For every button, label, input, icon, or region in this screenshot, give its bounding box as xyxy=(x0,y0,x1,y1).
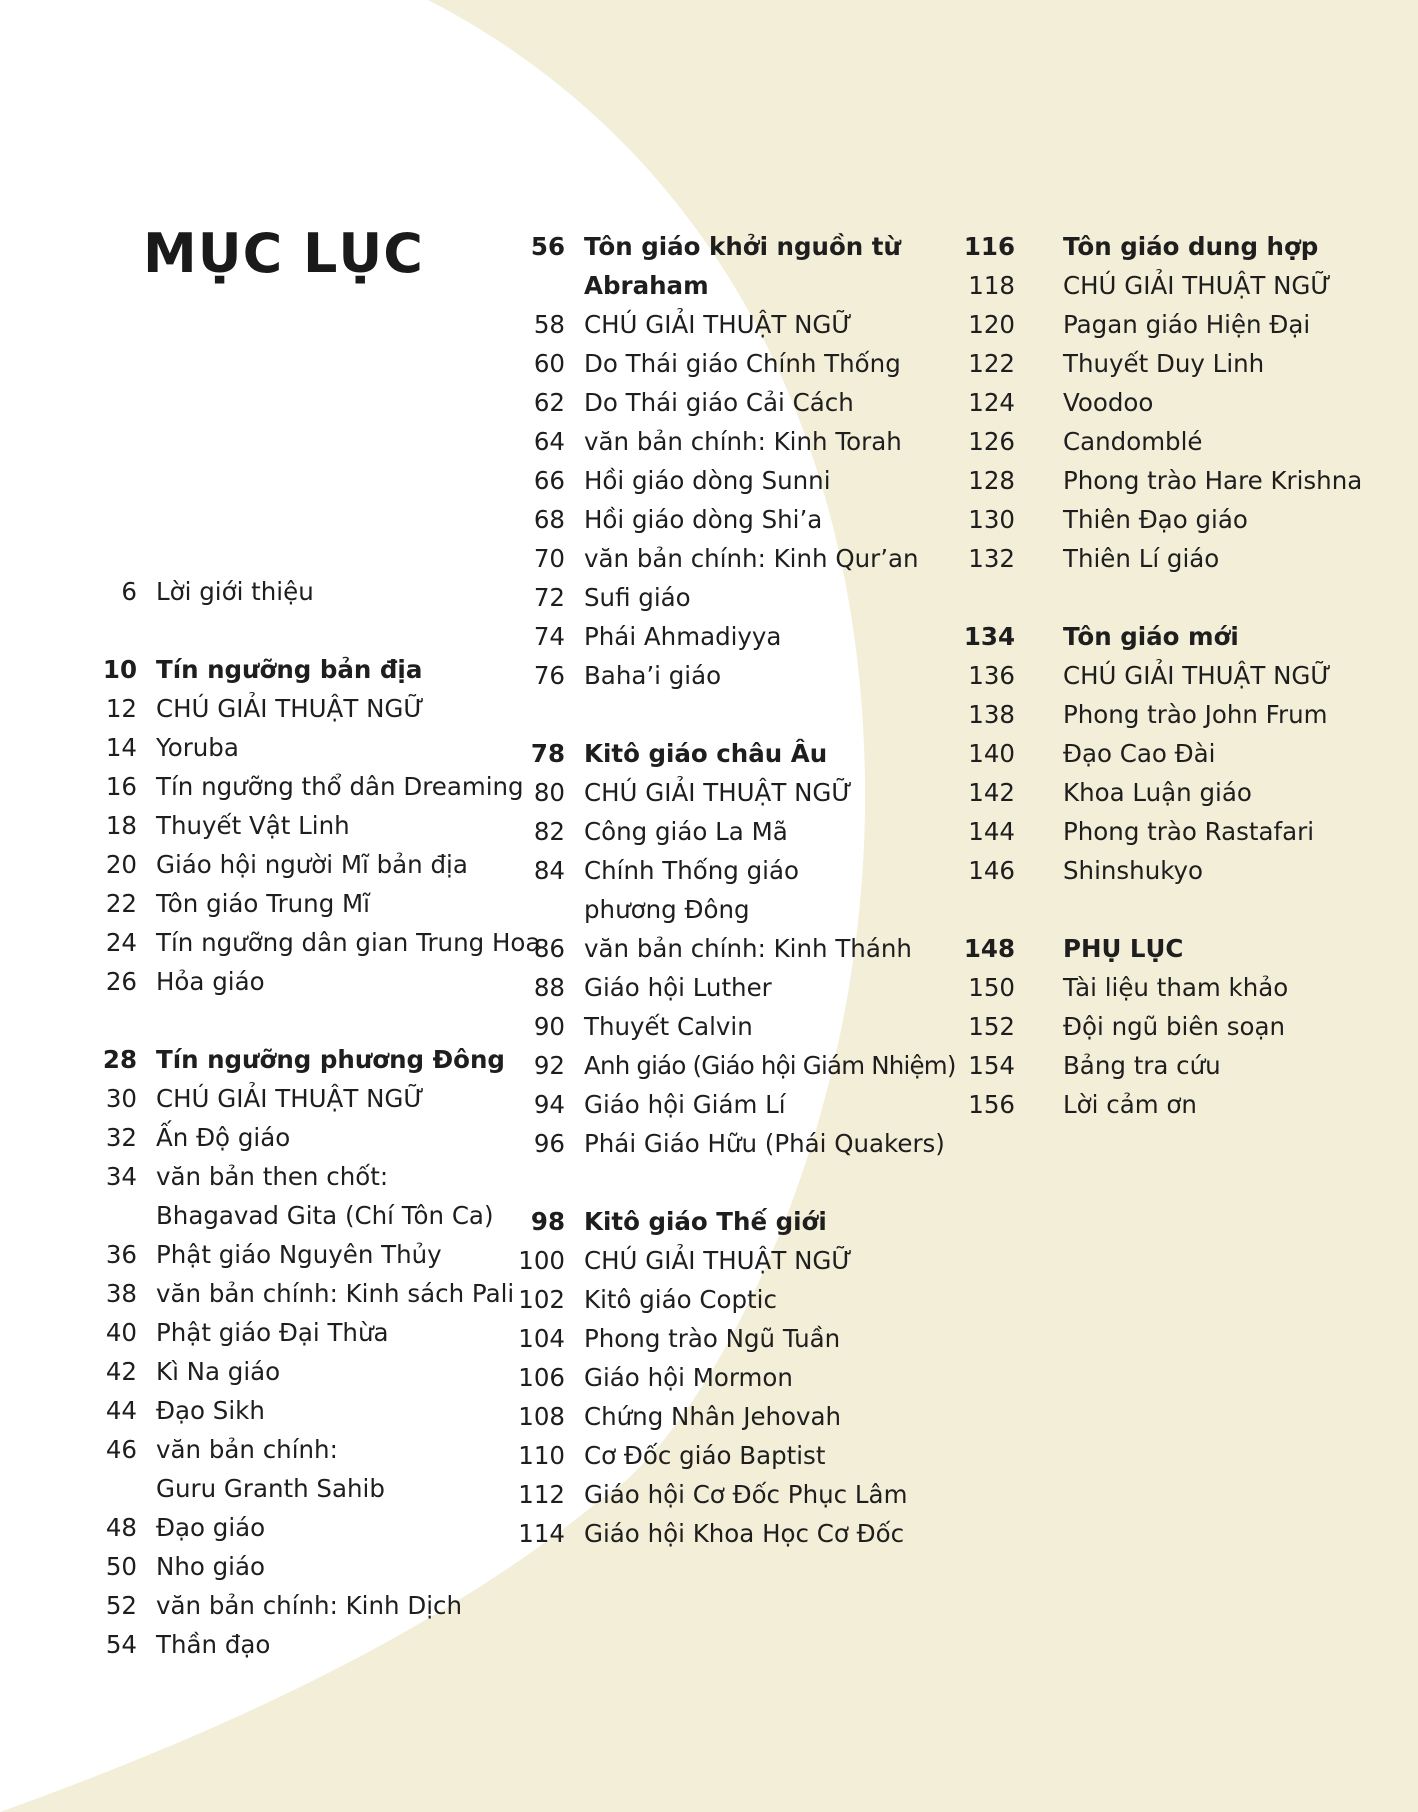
toc-section-heading xyxy=(518,1202,948,1241)
toc-entry-title: phương Đông xyxy=(584,895,750,924)
toc-entry-title: Chứng Nhân Jehovah xyxy=(584,1402,842,1431)
toc-page-number: 68 xyxy=(533,505,565,534)
toc-entry xyxy=(955,968,1375,1007)
toc-page-number: 76 xyxy=(533,661,565,690)
toc-page-number: 142 xyxy=(968,778,1015,807)
toc-entry xyxy=(955,656,1375,695)
toc-entry-title: Baha’i giáo xyxy=(584,661,722,690)
page-title: MỤC LỤC xyxy=(143,222,424,285)
toc-entry-title: Kitô giáo Coptic xyxy=(584,1285,777,1314)
toc-entry xyxy=(955,734,1375,773)
toc-entry-title: Phật giáo Đại Thừa xyxy=(156,1318,389,1347)
toc-page-number: 94 xyxy=(533,1090,565,1119)
toc-page-number: 90 xyxy=(533,1012,565,1041)
toc-entry-title: văn bản chính: Kinh Torah xyxy=(584,427,902,456)
toc-page-number: 86 xyxy=(533,934,565,963)
toc-entry xyxy=(88,1118,518,1157)
toc-page-number: 32 xyxy=(105,1123,137,1152)
toc-entry xyxy=(955,305,1375,344)
toc-entry xyxy=(518,656,948,695)
toc-page-number: 144 xyxy=(968,817,1015,846)
toc-entry-title: Bảng tra cứu xyxy=(1063,1051,1221,1080)
toc-entry-title: văn bản chính: Kinh Thánh xyxy=(584,934,912,963)
toc-entry-title: Tôn giáo dung hợp xyxy=(1063,232,1319,261)
toc-entry xyxy=(88,572,518,611)
toc-entry-title: Kitô giáo Thế giới xyxy=(584,1207,827,1236)
toc-entry xyxy=(88,1469,518,1508)
toc-page-number: 20 xyxy=(105,850,137,879)
toc-entry xyxy=(955,851,1375,890)
toc-entry-title: Sufi giáo xyxy=(584,583,691,612)
toc-entry-title: Giáo hội Luther xyxy=(584,973,772,1002)
toc-page-number: 10 xyxy=(102,655,137,684)
toc-entry-title: Công giáo La Mã xyxy=(584,817,788,846)
toc-entry xyxy=(88,767,524,806)
toc-entry-title: PHỤ LỤC xyxy=(1063,934,1184,963)
toc-page-number: 152 xyxy=(968,1012,1015,1041)
toc-page-number: 116 xyxy=(963,232,1015,261)
toc-entry xyxy=(88,1430,518,1469)
toc-entry-title: Lời cảm ơn xyxy=(1063,1090,1197,1119)
toc-page-number: 54 xyxy=(105,1630,137,1659)
toc-entry-title: văn bản chính: Kinh sách Pali xyxy=(156,1279,515,1308)
toc-entry xyxy=(518,383,948,422)
toc-entry-title: Cơ Đốc giáo Baptist xyxy=(584,1441,826,1470)
toc-entry xyxy=(518,929,948,968)
toc-page-number: 48 xyxy=(105,1513,137,1542)
toc-page-number: 36 xyxy=(105,1240,137,1269)
toc-entry-title: Guru Granth Sahib xyxy=(156,1474,385,1503)
toc-entry-title: Abraham xyxy=(584,271,709,300)
toc-entry-title: Thuyết Vật Linh xyxy=(156,811,350,840)
toc-entry-title: CHÚ GIẢI THUẬT NGỮ xyxy=(1063,661,1332,690)
toc-entry-title: Phong trào Rastafari xyxy=(1063,817,1315,846)
toc-entry-title: Candomblé xyxy=(1063,427,1203,456)
toc-entry-title: văn bản chính: xyxy=(156,1435,338,1464)
toc-entry-title: Tôn giáo Trung Mĩ xyxy=(156,889,370,918)
toc-entry-title: Giáo hội người Mĩ bản địa xyxy=(156,850,468,879)
toc-page-number: 140 xyxy=(968,739,1015,768)
toc-entry-title: Voodoo xyxy=(1063,388,1154,417)
toc-entry xyxy=(955,422,1375,461)
toc-entry-title: Tôn giáo mới xyxy=(1063,622,1239,651)
toc-entry xyxy=(518,1397,948,1436)
toc-page-number: 66 xyxy=(533,466,565,495)
toc-page-number: 70 xyxy=(533,544,565,573)
toc-page-number: 126 xyxy=(968,427,1015,456)
toc-entry-title: văn bản then chốt: xyxy=(156,1162,389,1191)
toc-entry-title: Đạo giáo xyxy=(156,1513,266,1542)
toc-page-number: 92 xyxy=(533,1051,565,1080)
toc-entry xyxy=(88,845,518,884)
toc-page-number: 156 xyxy=(968,1090,1015,1119)
toc-page-number: 58 xyxy=(533,310,565,339)
toc-entry xyxy=(518,1319,948,1358)
toc-page-number: 150 xyxy=(968,973,1015,1002)
toc-entry xyxy=(518,1514,948,1553)
toc-entry-title: CHÚ GIẢI THUẬT NGỮ xyxy=(584,778,853,807)
toc-column-1 xyxy=(88,572,541,1664)
toc-entry xyxy=(518,968,948,1007)
toc-entry-title: Thuyết Duy Linh xyxy=(1063,349,1265,378)
toc-entry xyxy=(518,422,948,461)
toc-entry xyxy=(88,1586,518,1625)
toc-page-number: 16 xyxy=(105,772,137,801)
toc-page-number: 100 xyxy=(518,1246,565,1275)
toc-entry xyxy=(88,1079,518,1118)
toc-entry xyxy=(518,461,948,500)
toc-entry-title: Phong trào Hare Krishna xyxy=(1063,466,1363,495)
toc-entry-title: Pagan giáo Hiện Đại xyxy=(1063,310,1311,339)
toc-entry xyxy=(88,1625,518,1664)
toc-entry xyxy=(518,1475,948,1514)
toc-section-heading xyxy=(518,266,948,305)
toc-entry-title: Do Thái giáo Chính Thống xyxy=(584,349,901,378)
toc-entry xyxy=(955,812,1375,851)
toc-page-number: 154 xyxy=(968,1051,1015,1080)
toc-entry-title: Nho giáo xyxy=(156,1552,265,1581)
toc-entry xyxy=(955,1046,1375,1085)
toc-entry xyxy=(88,1157,518,1196)
toc-page-number: 34 xyxy=(105,1162,137,1191)
toc-entry-title: Giáo hội Mormon xyxy=(584,1363,793,1392)
toc-page-number: 6 xyxy=(121,577,137,606)
toc-page-number: 72 xyxy=(533,583,565,612)
toc-page-number: 104 xyxy=(518,1324,565,1353)
toc-entry-title: Hồi giáo dòng Sunni xyxy=(584,466,831,495)
toc-entry-title: Thuyết Calvin xyxy=(584,1012,753,1041)
toc-entry xyxy=(955,1085,1375,1124)
toc-entry-title: Tín ngưỡng thổ dân Dreaming xyxy=(156,772,524,801)
toc-entry-title: CHÚ GIẢI THUẬT NGỮ xyxy=(156,1084,425,1113)
toc-entry xyxy=(518,500,948,539)
toc-entry-title: Đội ngũ biên soạn xyxy=(1063,1012,1286,1041)
toc-entry xyxy=(88,962,518,1001)
toc-entry-title: văn bản chính: Kinh Qur’an xyxy=(584,544,919,573)
toc-page-number: 12 xyxy=(105,694,137,723)
toc-entry xyxy=(518,1280,948,1319)
toc-entry-title: CHÚ GIẢI THUẬT NGỮ xyxy=(156,694,425,723)
toc-entry-title: Phật giáo Nguyên Thủy xyxy=(156,1240,442,1269)
toc-page-number: 148 xyxy=(963,934,1015,963)
toc-entry-title: văn bản chính: Kinh Dịch xyxy=(156,1591,462,1620)
toc-entry xyxy=(88,1196,518,1235)
toc-entry-title: Thiên Đạo giáo xyxy=(1063,505,1248,534)
toc-page-number: 132 xyxy=(968,544,1015,573)
toc-entry xyxy=(88,1391,518,1430)
toc-entry-title: Phong trào John Frum xyxy=(1063,700,1328,729)
toc-entry xyxy=(518,812,948,851)
toc-entry-title: Hồi giáo dòng Shi’a xyxy=(584,505,823,534)
toc-entry-title: Shinshukyo xyxy=(1063,856,1204,885)
toc-page-number: 62 xyxy=(533,388,565,417)
toc-page-number: 124 xyxy=(968,388,1015,417)
toc-page-number: 134 xyxy=(963,622,1015,651)
toc-section-heading xyxy=(518,227,948,266)
toc-entry xyxy=(955,344,1375,383)
toc-entry-title: Đạo Cao Đài xyxy=(1063,739,1216,768)
toc-entry-title: CHÚ GIẢI THUẬT NGỮ xyxy=(1063,271,1332,300)
toc-entry xyxy=(518,851,948,890)
toc-entry xyxy=(88,689,518,728)
toc-entry xyxy=(518,1436,948,1475)
toc-page-number: 40 xyxy=(105,1318,137,1347)
toc-entry xyxy=(88,884,518,923)
toc-entry-title: Tín ngưỡng phương Đông xyxy=(156,1045,505,1074)
toc-page-number: 56 xyxy=(530,232,565,261)
toc-entry xyxy=(518,1046,956,1085)
toc-entry-title: Phái Giáo Hữu (Phái Quakers) xyxy=(584,1129,945,1158)
toc-page-number: 98 xyxy=(530,1207,565,1236)
toc-page-number: 38 xyxy=(105,1279,137,1308)
toc-entry-title: Kitô giáo châu Âu xyxy=(584,739,828,768)
toc-entry xyxy=(518,344,948,383)
toc-page-number: 128 xyxy=(968,466,1015,495)
toc-entry-title: Hỏa giáo xyxy=(156,967,265,996)
toc-page-number: 120 xyxy=(968,310,1015,339)
toc-entry xyxy=(518,617,948,656)
toc-entry xyxy=(88,1508,518,1547)
toc-section-heading xyxy=(88,1040,518,1079)
toc-page-number: 28 xyxy=(102,1045,137,1074)
toc-page-number: 14 xyxy=(105,733,137,762)
toc-entry xyxy=(88,923,541,962)
toc-page-number: 60 xyxy=(533,349,565,378)
toc-entry xyxy=(518,305,948,344)
toc-page-number: 88 xyxy=(533,973,565,1002)
toc-entry-title: Do Thái giáo Cải Cách xyxy=(584,388,854,417)
toc-entry xyxy=(518,773,948,812)
toc-page-number: 118 xyxy=(968,271,1015,300)
toc-entry-title: Tài liệu tham khảo xyxy=(1063,973,1289,1002)
toc-entry xyxy=(88,1235,518,1274)
toc-entry xyxy=(955,461,1375,500)
toc-entry xyxy=(955,1007,1375,1046)
toc-entry-title: Tín ngưỡng bản địa xyxy=(156,655,423,684)
toc-page-number: 42 xyxy=(105,1357,137,1386)
toc-section-heading xyxy=(518,734,948,773)
toc-column-2 xyxy=(518,227,956,1553)
toc-entry xyxy=(955,266,1375,305)
toc-entry-title: Chính Thống giáo xyxy=(584,856,799,885)
toc-entry-title: Phong trào Ngũ Tuần xyxy=(584,1324,841,1353)
toc-entry xyxy=(955,695,1375,734)
toc-page-number: 110 xyxy=(518,1441,565,1470)
toc-entry-title: Lời giới thiệu xyxy=(156,577,314,606)
toc-entry-title: Bhagavad Gita (Chí Tôn Ca) xyxy=(156,1201,494,1230)
toc-page-number: 136 xyxy=(968,661,1015,690)
toc-page-number: 80 xyxy=(533,778,565,807)
toc-page-number: 108 xyxy=(518,1402,565,1431)
toc-page-number: 84 xyxy=(533,856,565,885)
toc-entry xyxy=(518,539,948,578)
toc-page-number: 106 xyxy=(518,1363,565,1392)
toc-page-number: 122 xyxy=(968,349,1015,378)
toc-page-number: 78 xyxy=(530,739,565,768)
toc-page-number: 114 xyxy=(518,1519,565,1548)
toc-entry xyxy=(518,1085,948,1124)
toc-page-number: 112 xyxy=(518,1480,565,1509)
toc-section-heading xyxy=(955,227,1375,266)
toc-entry-title: Thần đạo xyxy=(156,1630,271,1659)
toc-entry-title: CHÚ GIẢI THUẬT NGỮ xyxy=(584,310,853,339)
toc-page-number: 44 xyxy=(105,1396,137,1425)
toc-page-number: 46 xyxy=(105,1435,137,1464)
toc-column-3 xyxy=(955,227,1375,1124)
toc-entry-title: Anh giáo (Giáo hội Giám Nhiệm) xyxy=(584,1051,956,1080)
toc-page-number: 146 xyxy=(968,856,1015,885)
toc-page-number: 24 xyxy=(105,928,137,957)
toc-section-heading xyxy=(955,617,1375,656)
toc-entry xyxy=(518,890,948,929)
toc-section-heading xyxy=(88,650,518,689)
toc-entry-title: Tôn giáo khởi nguồn từ xyxy=(584,232,901,261)
toc-page-number: 102 xyxy=(518,1285,565,1314)
toc-entry xyxy=(955,500,1375,539)
toc-section-heading xyxy=(955,929,1375,968)
toc-entry xyxy=(518,1124,948,1163)
toc-entry xyxy=(88,1352,518,1391)
toc-page-number: 50 xyxy=(105,1552,137,1581)
toc-entry xyxy=(518,1007,948,1046)
toc-page-number: 18 xyxy=(105,811,137,840)
toc-page-number: 96 xyxy=(533,1129,565,1158)
toc-entry-title: Tín ngưỡng dân gian Trung Hoa xyxy=(156,928,541,957)
toc-entry-title: Ấn Độ giáo xyxy=(156,1123,291,1152)
toc-entry xyxy=(955,383,1375,422)
toc-entry-title: Đạo Sikh xyxy=(156,1396,265,1425)
toc-entry xyxy=(518,1241,948,1280)
toc-entry-title: Thiên Lí giáo xyxy=(1063,544,1220,573)
toc-page-number: 82 xyxy=(533,817,565,846)
toc-page-number: 64 xyxy=(533,427,565,456)
toc-entry-title: Giáo hội Khoa Học Cơ Đốc xyxy=(584,1519,905,1548)
toc-page-number: 30 xyxy=(105,1084,137,1113)
toc-entry xyxy=(955,539,1375,578)
toc-entry xyxy=(88,728,518,767)
toc-entry-title: Giáo hội Giám Lí xyxy=(584,1090,786,1119)
toc-page-number: 74 xyxy=(533,622,565,651)
toc-entry xyxy=(88,1313,518,1352)
toc-entry xyxy=(518,1358,948,1397)
toc-entry xyxy=(88,1547,518,1586)
toc-page-number: 52 xyxy=(105,1591,137,1620)
toc-entry-title: Khoa Luận giáo xyxy=(1063,778,1252,807)
toc-page-number: 130 xyxy=(968,505,1015,534)
toc-entry xyxy=(955,773,1375,812)
toc-entry xyxy=(88,806,518,845)
toc-page-number: 22 xyxy=(105,889,137,918)
toc-entry-title: Giáo hội Cơ Đốc Phục Lâm xyxy=(584,1480,908,1509)
toc-entry-title: Phái Ahmadiyya xyxy=(584,622,782,651)
toc-entry-title: Kì Na giáo xyxy=(156,1357,281,1386)
toc-entry-title: CHÚ GIẢI THUẬT NGỮ xyxy=(584,1246,853,1275)
toc-entry xyxy=(88,1274,518,1313)
toc-page-number: 26 xyxy=(105,967,137,996)
toc-entry-title: Yoruba xyxy=(156,733,239,762)
toc-page-number: 138 xyxy=(968,700,1015,729)
toc-entry xyxy=(518,578,948,617)
